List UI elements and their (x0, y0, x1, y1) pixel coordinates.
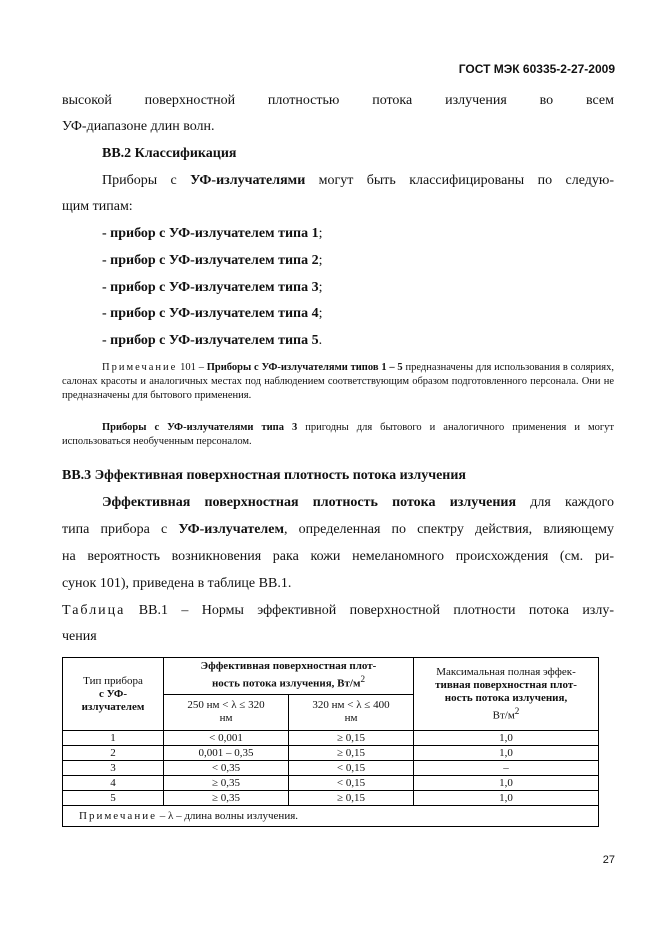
list-item: - прибор с УФ-излучателем типа 4; (102, 306, 323, 321)
bb2-paragraph-line-1: Приборы с УФ-излучателями могут быть классифицированы по следую- (102, 173, 614, 188)
bb3-paragraph-line-3: на вероятность возникновения рака кожи немеланомного происхождения (см. ри- (62, 549, 614, 564)
col-header-effective-irradiance: Эффективная поверхностная плот- ность потока излучения, $Вт/м^2$ (164, 658, 414, 695)
list-item: - прибор с УФ-излучателем типа 3; (102, 280, 323, 295)
table-caption: Таблица ВВ.1 – Нормы эффективной поверхностной плотности потока излу- (62, 603, 614, 618)
table-note-row (63, 806, 599, 827)
note-101: Примечание 101 – Приборы с УФ-излучателями типов 1 – 5 предназначены для использования в соляриях, салонах красоты и аналогичных местах под наблюдением соответствующим образом подготовленного персонала. Они не предназначены для бытового применения. (62, 362, 615, 401)
intro-line-2: УФ-диапазоне длин волн. (62, 119, 215, 134)
col-header-250-320: 250 нм < λ ≤ 320 нм (164, 694, 289, 731)
table-caption-line-2: чения (62, 629, 97, 644)
col-header-device-type: Тип прибора с УФ- излучателем (63, 658, 164, 731)
table-row: 2 0,001 – 0,35 ≥ 0,15 1,0 (63, 746, 599, 761)
bb3-paragraph-line-4: сунок 101), приведена в таблице ВВ.1. (62, 576, 292, 591)
note-type-3: Приборы с УФ-излучателями типа 3 пригодны для бытового и аналогичного применения и могут использоваться необученным персоналом. (62, 422, 615, 447)
section-bb3-heading: ВВ.3 Эффективная поверхностная плотность потока излучения (62, 468, 467, 483)
bb2-paragraph-line-2: щим типам: (62, 199, 133, 214)
bb3-paragraph-line-2: типа прибора с УФ-излучателем, определенная по спектру действия, влияющему (62, 522, 614, 537)
col-header-320-400: 320 нм < λ ≤ 400 нм (289, 694, 414, 731)
document-code-header: ГОСТ МЭК 60335-2-27-2009 (458, 62, 615, 76)
section-bb2-heading: ВВ.2 Классификация (102, 146, 237, 161)
page-number: 27 (602, 854, 615, 866)
table-header-row (63, 658, 599, 695)
list-item: - прибор с УФ-излучателем типа 2; (102, 253, 323, 268)
table-note: Примечание – λ – длина волны излучения. (63, 806, 599, 827)
list-item: - прибор с УФ-излучателем типа 5. (102, 333, 323, 348)
col-header-max-total: Максимальная полная эффек- тивная поверхностная плот- ность потока излучения, $Вт/м^2$ (414, 658, 599, 731)
bb3-paragraph-line-1: Эффективная поверхностная плотность потока излучения для каждого (102, 495, 614, 510)
table-row: 4 ≥ 0,35 < 0,15 1,0 (63, 776, 599, 791)
table-row: 3 < 0,35 < 0,15 – (63, 761, 599, 776)
table-row: 1 < 0,001 ≥ 0,15 1,0 (63, 731, 599, 746)
list-item: - прибор с УФ-излучателем типа 1; (102, 226, 323, 241)
uv-limits-table (62, 657, 599, 827)
intro-line-1: высокой поверхностной плотностью потока излучения во всем (62, 93, 614, 108)
table-row: 5 ≥ 0,35 ≥ 0,15 1,0 (63, 791, 599, 806)
